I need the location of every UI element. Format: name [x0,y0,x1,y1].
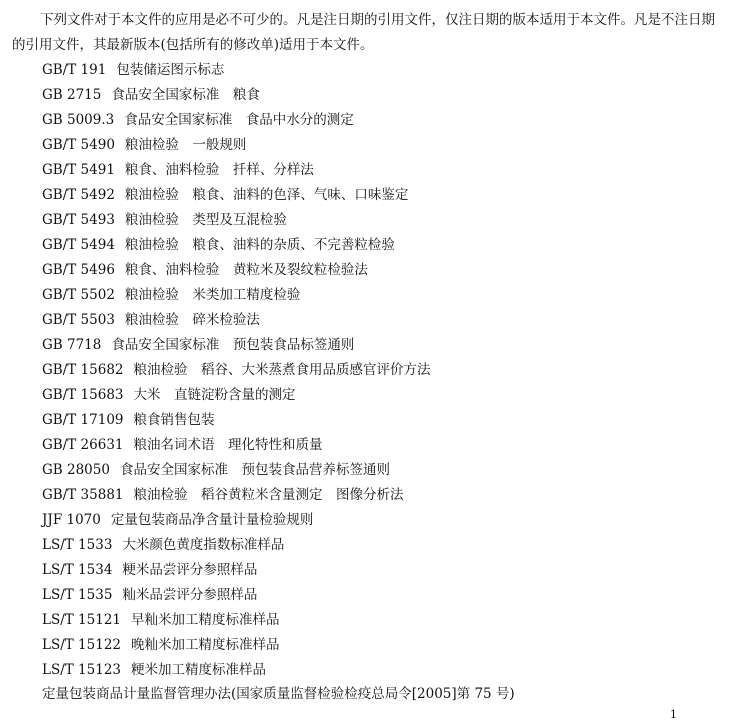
reference-item [42,258,431,283]
reference-title: 粮油检验 碎米检验法 [124,312,260,328]
reference-item [42,458,431,483]
page-number: 1 [670,708,677,721]
reference-title: 粳米加工精度标准样品 [131,662,267,678]
reference-item [42,158,431,183]
reference-item [42,208,431,233]
reference-title: 粮油检验 粮食、油料的色泽、气味、口味鉴定 [124,187,409,203]
reference-code: LS/T 1535 [42,587,113,603]
reference-title: 食品安全国家标准 预包装食品营养标签通则 [119,462,390,478]
reference-title: 定量包装商品净含量计量检验规则 [110,512,314,528]
intro-paragraph [12,8,728,58]
intro-text: 下列文件对于本文件的应用是必不可少的。凡是注日期的引用文件，仅注日期的版本适用于本文件。凡是不注日期的引用文件，其最新版本(包括所有的修改单)适用于本文件。 [12,12,715,53]
closing-reference: 定量包装商品计量监督管理办法(国家质量监督检验检疫总局令[2005]第 75 号) [42,686,515,702]
reference-title: 粳米品尝评分参照样品 [122,562,258,578]
reference-title: 粮油检验 米类加工精度检验 [124,287,301,303]
reference-item [42,383,431,408]
reference-code: JJF 1070 [42,512,101,528]
reference-title: 籼米品尝评分参照样品 [122,587,258,603]
reference-title: 大米 直链淀粉含量的测定 [133,387,296,403]
reference-item [42,333,431,358]
reference-title: 包装储运图示标志 [116,62,225,78]
reference-item [42,233,431,258]
reference-title: 粮油检验 一般规则 [124,137,247,153]
reference-code: GB/T 5502 [42,287,115,303]
reference-code: LS/T 15122 [42,637,122,653]
reference-code: LS/T 1533 [42,537,113,553]
reference-item [42,533,431,558]
reference-code: GB/T 191 [42,62,107,78]
reference-code: GB/T 5491 [42,162,115,178]
reference-item [42,433,431,458]
reference-title: 粮油检验 稻谷黄粒米含量测定 图像分析法 [133,487,404,503]
reference-item [42,408,431,433]
reference-title: 粮食、油料检验 扦样、分样法 [124,162,314,178]
reference-code: GB/T 5490 [42,137,115,153]
reference-item [42,133,431,158]
reference-code: GB/T 5503 [42,312,115,328]
reference-title: 早籼米加工精度标准样品 [131,612,280,628]
reference-code: LS/T 15121 [42,612,122,628]
reference-code: GB/T 5494 [42,237,115,253]
reference-code: GB/T 5496 [42,262,115,278]
reference-item [42,608,431,633]
reference-code: GB/T 35881 [42,487,124,503]
reference-item [42,183,431,208]
reference-title: 大米颜色黄度指数标准样品 [122,537,285,553]
reference-code: GB/T 26631 [42,437,124,453]
reference-code: GB 28050 [42,462,110,478]
reference-code: GB 5009.3 [42,112,115,128]
reference-item [42,308,431,333]
reference-item [42,83,431,108]
reference-item [42,58,431,83]
reference-title: 食品安全国家标准 食品中水分的测定 [124,112,354,128]
reference-list [42,58,431,683]
reference-item [42,283,431,308]
reference-code: LS/T 15123 [42,662,122,678]
reference-code: GB 2715 [42,87,102,103]
reference-item [42,633,431,658]
reference-item [42,483,431,508]
reference-item [42,358,431,383]
reference-title: 粮食销售包装 [133,412,215,428]
reference-code: GB/T 5492 [42,187,115,203]
reference-title: 粮食、油料检验 黄粒米及裂纹粒检验法 [124,262,368,278]
reference-item [42,108,431,133]
reference-title: 晚籼米加工精度标准样品 [131,637,280,653]
reference-code: GB/T 15683 [42,387,124,403]
reference-item [42,558,431,583]
reference-item [42,583,431,608]
reference-title: 粮油检验 类型及互混检验 [124,212,287,228]
reference-title: 食品安全国家标准 粮食 [111,87,260,103]
reference-code: LS/T 1534 [42,562,113,578]
reference-title: 粮油检验 粮食、油料的杂质、不完善粒检验 [124,237,395,253]
reference-item [42,508,431,533]
reference-code: GB 7718 [42,337,102,353]
reference-code: GB/T 5493 [42,212,115,228]
reference-title: 粮油检验 稻谷、大米蒸煮食用品质感官评价方法 [133,362,431,378]
reference-title: 粮油名词术语 理化特性和质量 [133,437,323,453]
reference-code: GB/T 15682 [42,362,124,378]
reference-code: GB/T 17109 [42,412,124,428]
reference-item [42,658,431,683]
reference-title: 食品安全国家标准 预包装食品标签通则 [111,337,355,353]
